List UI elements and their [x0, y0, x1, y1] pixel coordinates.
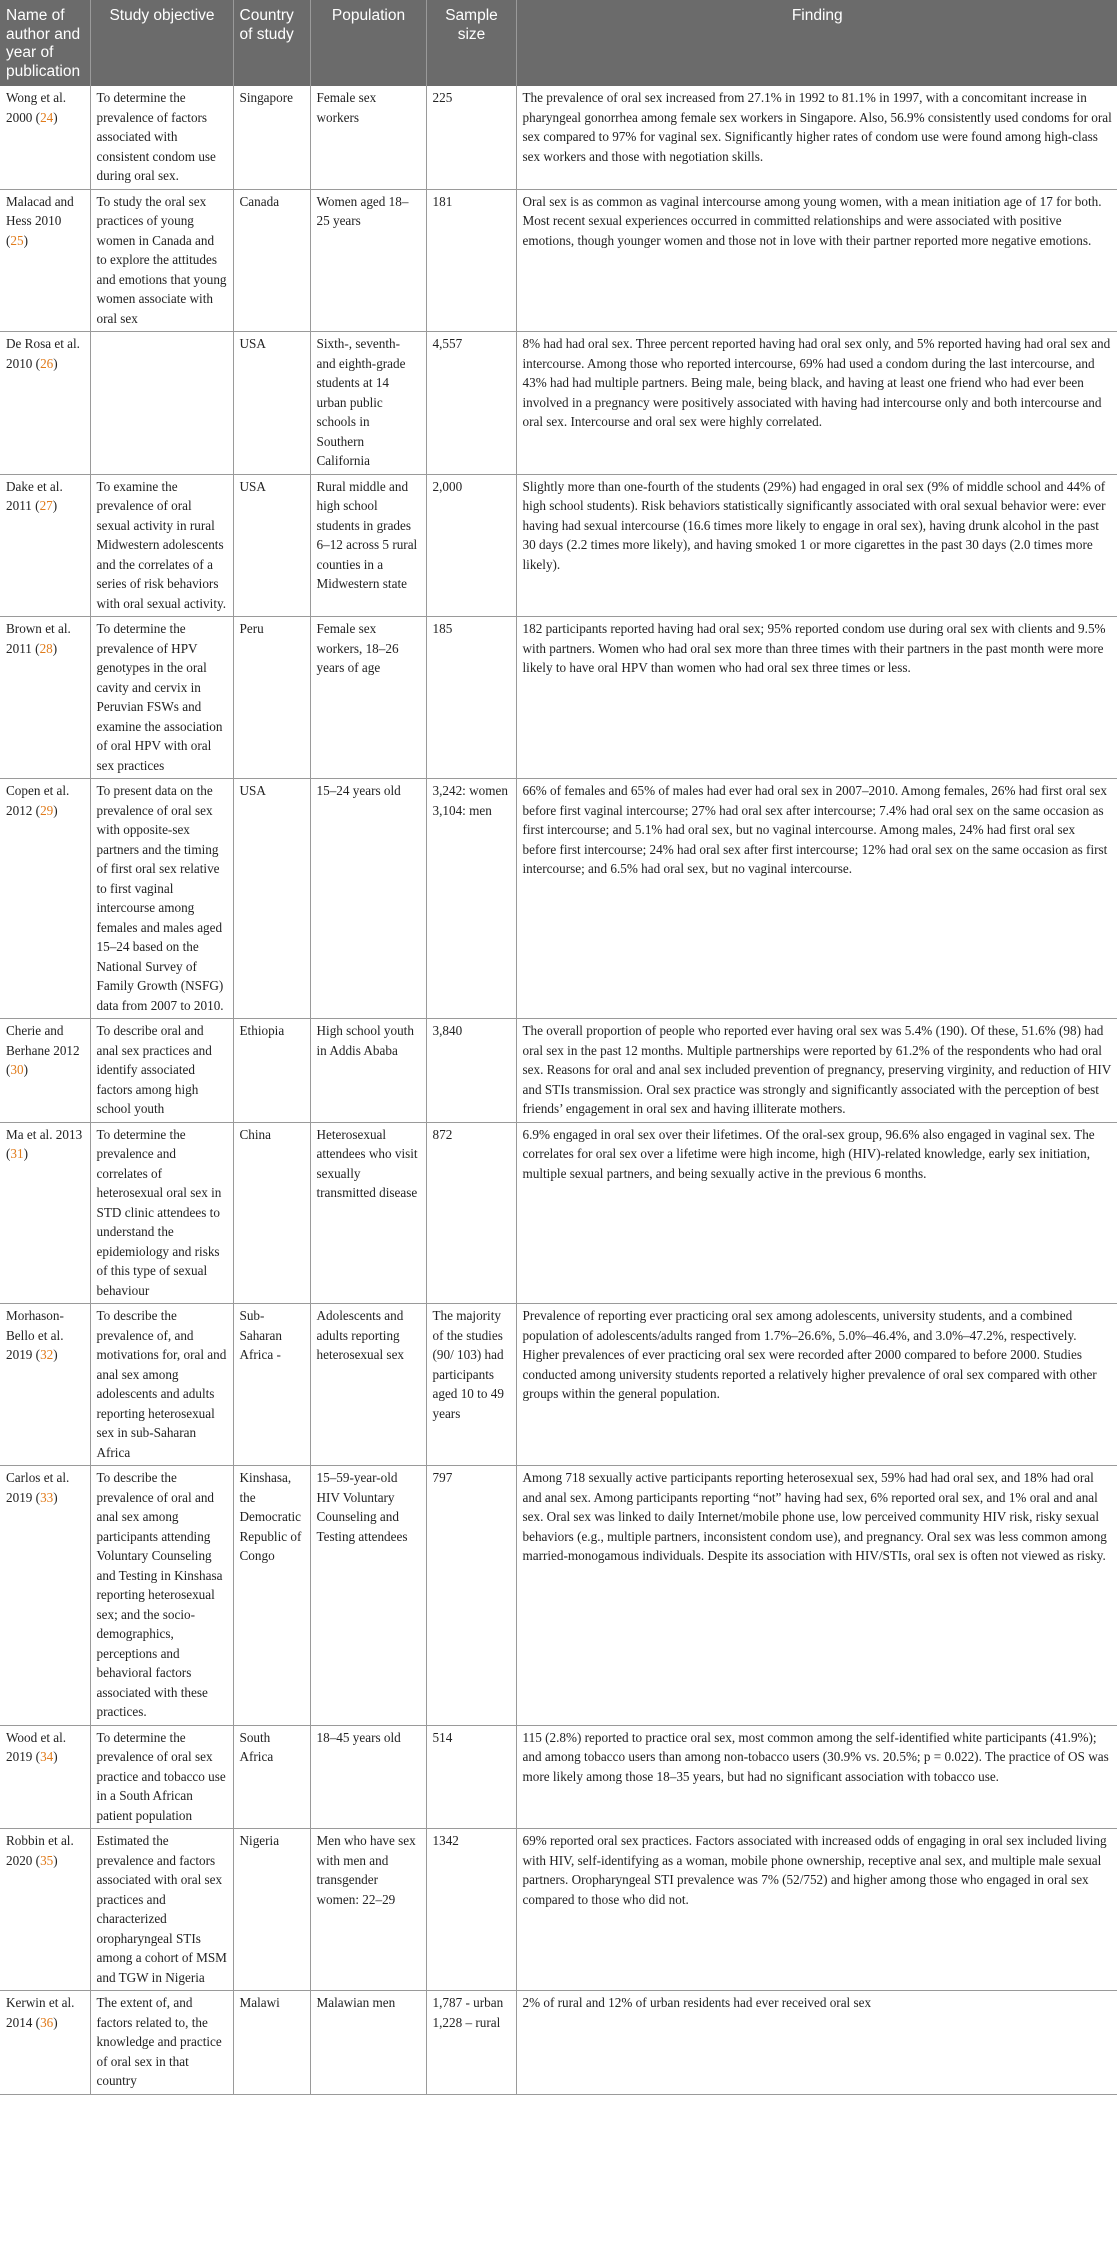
finding-cell: 69% reported oral sex practices. Factors associated with increased odds of engaging in oral sex included living with HIV, self-identifying as a woman, mobile phone ownership, receptive anal sex, and multiple male sexual partners. Oropharyngeal STI prevalence was 7% (52/752) and higher among those who engaged in oral sex compared to those who did not.	[516, 1829, 1117, 1991]
reference-link[interactable]: 33	[40, 1489, 54, 1505]
sample-size-cell: 514	[426, 1725, 516, 1829]
author-name: Ma et al. 2013 (	[6, 1126, 83, 1161]
country-cell: Peru	[233, 617, 310, 779]
header-row	[0, 0, 1117, 86]
reference-link[interactable]: 27	[39, 498, 53, 513]
author-name: Dake et al. 2011 (	[6, 478, 63, 513]
header-country: Country of study	[233, 0, 310, 86]
reference-link[interactable]: 28	[39, 640, 53, 656]
table-row	[0, 1122, 1117, 1304]
author-cell: Morhason-Bello et al. 2019 (32)	[0, 1304, 90, 1466]
author-name: Wood et al. 2019 (	[6, 1729, 67, 1764]
reference-link[interactable]: 25	[10, 232, 24, 248]
sample-size-cell: 185	[426, 617, 516, 779]
author-name: De Rosa et al. 2010 (	[6, 336, 80, 371]
population-cell: Men who have sex with men and transgender women: 22–29	[310, 1829, 426, 1991]
reference-link[interactable]: 34	[40, 1749, 54, 1764]
author-name: Wong et al. 2000 (	[6, 90, 67, 125]
objective-cell: To describe the prevalence of, and motivations for, oral and anal sex among adolescents and adults reporting heterosexual sex in sub-Saharan Africa	[90, 1304, 233, 1466]
table-body	[0, 86, 1117, 2094]
author-name: Malacad and Hess 2010 (	[6, 193, 74, 248]
author-name: Robbin et al. 2020 (	[6, 1833, 74, 1868]
author-name: Cherie and Berhane 2012 (	[6, 1023, 80, 1077]
objective-cell: To present data on the prevalence of oral sex with opposite-sex partners and the timing of first oral sex relative to first vaginal intercourse among females and males aged 15–24 based on the National Survey of Family Growth (NSFG) data from 2007 to 2010.	[90, 779, 233, 1019]
finding-cell: The overall proportion of people who reported ever having oral sex was 5.4% (190). Of these, 51.6% (98) had oral sex in the past 12 months. Multiple partnerships were reported by 61.2% of the respondents who had oral sex. Reasons for oral and anal sex included prevention of pregnancy, preserving virginity, and reduction of HIV and STIs transmission. Oral sex practice was strongly and significantly associated with the perception of best friends’ engagement in oral sex and having illiterate mothers.	[516, 1019, 1117, 1123]
author-name: Kerwin et al. 2014 (	[6, 1995, 75, 2030]
sample-size-cell: 181	[426, 189, 516, 332]
finding-cell: Among 718 sexually active participants reporting heterosexual sex, 59% had had oral sex, and 18% had oral and anal sex. Among participants reporting “not” having had sex, 6% reported oral sex, and 1% oral and anal sex. Oral sex was linked to daily Internet/mobile phone use, low perceived community HIV risk, risky sexual behaviors (e.g., multiple partners, inconsistent condom use), and pregnancy. Oral sex was less common among married-monogamous individuals. Despite its association with HIV/STIs, oral sex is often not viewed as risky.	[516, 1466, 1117, 1726]
population-cell: Malawian men	[310, 1991, 426, 2095]
country-cell: South Africa	[233, 1725, 310, 1829]
author-cell: Brown et al. 2011 (28)	[0, 617, 90, 779]
finding-cell: 115 (2.8%) reported to practice oral sex, most common among the self-identified white participants (41.9%); and among tobacco users than among non-tobacco users (30.9% vs. 20.5%; p = 0.022). The practice of OS was more likely among those 18–35 years, but had no significant association with tobacco use.	[516, 1725, 1117, 1829]
population-cell: Heterosexual attendees who visit sexually transmitted disease	[310, 1122, 426, 1304]
country-cell: Singapore	[233, 86, 310, 189]
country-cell: Kinshasa, the Democratic Republic of Congo	[233, 1466, 310, 1726]
sample-size-cell: 3,242: women 3,104: men	[426, 779, 516, 1019]
population-cell: 15–24 years old	[310, 779, 426, 1019]
table-row	[0, 1304, 1117, 1466]
author-cell: De Rosa et al. 2010 (26)	[0, 332, 90, 475]
table-row	[0, 86, 1117, 189]
finding-cell: Slightly more than one-fourth of the students (29%) had engaged in oral sex (9% of middle school and 44% of high school students). Risk behaviors statistically significantly associated with oral sexual behavior were: ever having had sexual intercourse (16.6 times more likely to engage in oral sex), having drunk alcohol in the past 30 days (2.2 times more likely), and having smoked 1 or more cigarettes in the past 30 days (2.0 times more likely).	[516, 474, 1117, 617]
author-name: Carlos et al. 2019 (	[6, 1470, 70, 1505]
finding-cell: Oral sex is as common as vaginal intercourse among young women, with a mean initiation age of 17 for both. Most recent sexual experiences occurred in committed relationships and were associated with positive emotions, though younger women and those not in love with their partner reported more negative emotions.	[516, 189, 1117, 332]
table-header	[0, 0, 1117, 86]
objective-cell: To determine the prevalence of factors associated with consistent condom use during oral sex.	[90, 86, 233, 189]
population-cell: Female sex workers, 18–26 years of age	[310, 617, 426, 779]
finding-cell: 8% had had oral sex. Three percent reported having had oral sex only, and 5% reported having had oral sex and intercourse. Among those who reported intercourse, 69% had used a condom during the last intercourse, and 43% had had multiple partners. Being male, being black, and having at least one friend who had ever been involved in a pregnancy were positively associated with having had intercourse only and both intercourse and oral sex. Intercourse and oral sex were highly correlated.	[516, 332, 1117, 475]
header-objective: Study objective	[90, 0, 233, 86]
objective-cell: To study the oral sex practices of young women in Canada and to explore the attitudes and emotions that young women associate with oral sex	[90, 189, 233, 332]
table-row	[0, 189, 1117, 332]
author-cell: Carlos et al. 2019 (33)	[0, 1466, 90, 1726]
author-cell: Cherie and Berhane 2012 (30)	[0, 1019, 90, 1123]
objective-cell: The extent of, and factors related to, the knowledge and practice of oral sex in that country	[90, 1991, 233, 2095]
country-cell: USA	[233, 474, 310, 617]
author-cell: Copen et al. 2012 (29)	[0, 779, 90, 1019]
table-row	[0, 1829, 1117, 1991]
table-row	[0, 1725, 1117, 1829]
reference-link[interactable]: 26	[40, 355, 54, 371]
sample-size-cell: 225	[426, 86, 516, 189]
header-finding: Finding	[516, 0, 1117, 86]
finding-cell: 2% of rural and 12% of urban residents had ever received oral sex	[516, 1991, 1117, 2095]
population-cell: 18–45 years old	[310, 1725, 426, 1829]
sample-size-cell: 4,557	[426, 332, 516, 475]
table-row	[0, 617, 1117, 779]
objective-cell: Estimated the prevalence and factors associated with oral sex practices and characterized oropharyngeal STIs among a cohort of MSM and TGW in Nigeria	[90, 1829, 233, 1991]
population-cell: Rural middle and high school students in grades 6–12 across 5 rural counties in a Midwestern state	[310, 474, 426, 617]
author-name: Brown et al. 2011 (	[6, 621, 71, 656]
finding-cell: Prevalence of reporting ever practicing oral sex among adolescents, university students, and a combined population of adolescents/adults ranged from 1.7%–26.6%, 5.0%–46.4%, and 3.0%–47.2%, respectively. Higher prevalences of ever practicing oral sex were recorded after 2000 compared to before 2000. Studies conducted among university students reported a relatively higher prevalence of oral sex compared with other groups within the general population.	[516, 1304, 1117, 1466]
objective-cell: To determine the prevalence and correlates of heterosexual oral sex in STD clinic attendees to understand the epidemiology and risks of this type of sexual behaviour	[90, 1122, 233, 1304]
objective-cell: To determine the prevalence of HPV genotypes in the oral cavity and cervix in Peruvian FSWs and examine the association of oral HPV with oral sex practices	[90, 617, 233, 779]
table-row	[0, 779, 1117, 1019]
country-cell: Canada	[233, 189, 310, 332]
header-author: Name of author and year of publication	[0, 0, 90, 86]
table-row	[0, 474, 1117, 617]
country-cell: USA	[233, 332, 310, 475]
table-row	[0, 1019, 1117, 1123]
table-row	[0, 332, 1117, 475]
author-name: Copen et al. 2012 (	[6, 783, 70, 818]
objective-cell: To examine the prevalence of oral sexual activity in rural Midwestern adolescents and the correlates of a series of risk behaviors with oral sexual activity.	[90, 474, 233, 617]
country-cell: Malawi	[233, 1991, 310, 2095]
country-cell: Nigeria	[233, 1829, 310, 1991]
finding-cell: 182 participants reported having had oral sex; 95% reported condom use during oral sex with clients and 9.5% with partners. Women who had oral sex more than three times with their partners in the past month were more likely to have oral HPV than women who had oral sex three times or less.	[516, 617, 1117, 779]
objective-cell: To describe the prevalence of oral and anal sex among participants attending Voluntary Counseling and Testing in Kinshasa reporting heterosexual sex; and the socio-demographics, perceptions and behavioral factors associated with these practices.	[90, 1466, 233, 1726]
header-sample-size: Sample size	[426, 0, 516, 86]
population-cell: Women aged 18–25 years	[310, 189, 426, 332]
country-cell: Ethiopia	[233, 1019, 310, 1123]
author-cell: Dake et al. 2011 (27)	[0, 474, 90, 617]
author-cell: Robbin et al. 2020 (35)	[0, 1829, 90, 1991]
table-row	[0, 1466, 1117, 1726]
country-cell: Sub-Saharan Africa -	[233, 1304, 310, 1466]
reference-link[interactable]: 29	[40, 802, 54, 818]
objective-cell	[90, 332, 233, 475]
country-cell: USA	[233, 779, 310, 1019]
population-cell: Sixth-, seventh- and eighth-grade students at 14 urban public schools in Southern California	[310, 332, 426, 475]
author-cell: Ma et al. 2013 (31)	[0, 1122, 90, 1304]
sample-size-cell: The majority of the studies (90/ 103) had participants aged 10 to 49 years	[426, 1304, 516, 1466]
population-cell: Adolescents and adults reporting heterosexual sex	[310, 1304, 426, 1466]
author-cell: Kerwin et al. 2014 (36)	[0, 1991, 90, 2095]
reference-link[interactable]: 30	[10, 1062, 24, 1077]
finding-cell: 66% of females and 65% of males had ever had oral sex in 2007–2010. Among females, 26% had first oral sex before first vaginal intercourse; 27% had oral sex after intercourse; 7.4% had oral sex on the same occasion as first intercourse; and 5.1% had oral sex, but no vaginal intercourse. Among males, 24% had first oral sex before first intercourse; 24% had oral sex after first intercourse; 12% had oral sex on the same occasion as first intercourse; and 6.5% had oral sex, but no vaginal intercourse.	[516, 779, 1117, 1019]
country-cell: China	[233, 1122, 310, 1304]
reference-link[interactable]: 31	[10, 1146, 24, 1161]
table-row	[0, 1991, 1117, 2095]
sample-size-cell: 2,000	[426, 474, 516, 617]
sample-size-cell: 797	[426, 1466, 516, 1726]
objective-cell: To describe oral and anal sex practices and identify associated factors among high school youth	[90, 1019, 233, 1123]
objective-cell: To determine the prevalence of oral sex practice and tobacco use in a South African patient population	[90, 1725, 233, 1829]
reference-link[interactable]: 24	[40, 109, 54, 125]
author-cell: Wong et al. 2000 (24)	[6, 90, 67, 125]
author-name: Morhason-Bello et al. 2019 (	[6, 1308, 64, 1362]
population-cell: 15–59-year-old HIV Voluntary Counseling and Testing attendees	[310, 1466, 426, 1726]
reference-link[interactable]: 35	[40, 1852, 54, 1868]
sample-size-cell: 3,840	[426, 1019, 516, 1123]
author-cell: Malacad and Hess 2010 (25)	[0, 189, 90, 332]
finding-cell: 6.9% engaged in oral sex over their lifetimes. Of the oral-sex group, 96.6% also engaged in vaginal sex. The correlates for oral sex over a lifetime were high income, high (HIV)-related knowledge, early sex initiation, multiple sexual partners, and being sexually active in the previous 6 months.	[516, 1122, 1117, 1304]
author-cell: Wood et al. 2019 (34)	[0, 1725, 90, 1829]
population-cell: High school youth in Addis Ababa	[310, 1019, 426, 1123]
header-population: Population	[310, 0, 426, 86]
finding-cell: The prevalence of oral sex increased from 27.1% in 1992 to 81.1% in 1997, with a concomitant increase in pharyngeal gonorrhea among female sex workers in Singapore. Also, 56.9% consistently used condoms for oral sex compared to 97% for vaginal sex. Significantly higher rates of condom use were found among high-class sex workers and those with negotiation skills.	[516, 86, 1117, 189]
sample-size-cell: 1,787 - urban 1,228 – rural	[426, 1991, 516, 2095]
sample-size-cell: 1342	[426, 1829, 516, 1991]
sample-size-cell: 872	[426, 1122, 516, 1304]
reference-link[interactable]: 32	[40, 1347, 54, 1362]
population-cell: Female sex workers	[310, 86, 426, 189]
reference-link[interactable]: 36	[40, 2014, 54, 2030]
